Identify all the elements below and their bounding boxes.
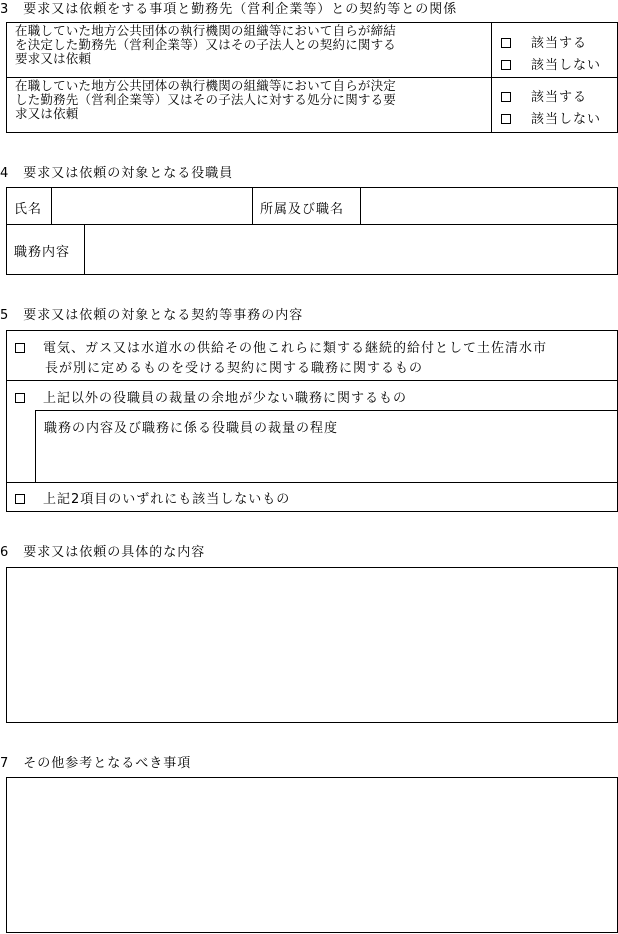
section3-col-divider bbox=[491, 22, 492, 133]
checkbox[interactable] bbox=[501, 114, 511, 124]
name-field[interactable] bbox=[52, 188, 251, 223]
section6-field[interactable] bbox=[6, 567, 618, 723]
section4-heading: 4 要求又は依頼の対象となる役職員 bbox=[0, 166, 234, 181]
section3-row1-no-option[interactable]: 該当しない bbox=[501, 54, 601, 73]
dept-title-field[interactable] bbox=[361, 188, 617, 223]
duty-label: 職務内容 bbox=[14, 245, 71, 260]
section3-heading: 3 要求又は依頼をする事項と勤務先（営利企業等）との契約等との関係 bbox=[0, 2, 458, 17]
section3-row2-no-option[interactable]: 該当しない bbox=[501, 108, 601, 127]
section5-divider1 bbox=[6, 380, 618, 381]
section3-row1-text: 在職していた地方公共団体の執行機関の組織等において自らが締結 を決定した勤務先（営利企業等）又はその子法人との契約に関する 要求又は依頼 bbox=[15, 23, 397, 66]
section7-heading: 7 その他参考となるべき事項 bbox=[0, 756, 192, 771]
section5-item3[interactable]: 上記2項目のいずれにも該当しないもの bbox=[15, 488, 290, 507]
section5-item1[interactable]: 電気、ガス又は水道水の供給その他これらに類する継続的給付として土佐清水市 bbox=[15, 337, 547, 356]
section5-item2[interactable]: 上記以外の役職員の裁量の余地が少ない職務に関するもの bbox=[15, 387, 407, 406]
section5-heading: 5 要求又は依頼の対象となる契約等事務の内容 bbox=[0, 308, 304, 323]
section7-field[interactable] bbox=[6, 777, 618, 933]
checkbox[interactable] bbox=[501, 38, 511, 48]
duty-field[interactable] bbox=[85, 225, 617, 274]
section3-row1-yes-option[interactable]: 該当する bbox=[501, 32, 587, 51]
section3-row2-yes-option[interactable]: 該当する bbox=[501, 86, 587, 105]
section6-heading: 6 要求又は依頼の具体的な内容 bbox=[0, 545, 206, 560]
checkbox[interactable] bbox=[15, 343, 25, 353]
checkbox[interactable] bbox=[501, 92, 511, 102]
name-label: 氏名 bbox=[14, 202, 43, 217]
section5-item1-line2: 長が別に定めるものを受ける契約に関する職務に関するもの bbox=[45, 361, 424, 376]
section5-item2-sub-label: 職務の内容及び職務に係る役職員の裁量の程度 bbox=[44, 421, 339, 436]
section4-dept-col-divider1 bbox=[252, 187, 253, 224]
checkbox[interactable] bbox=[15, 494, 25, 504]
section3-row2-text: 在職していた地方公共団体の執行機関の組織等において自らが決定 した勤務先（営利企業等）又はその子法人に対する処分に関する要 求又は依頼 bbox=[15, 78, 397, 121]
checkbox[interactable] bbox=[15, 393, 25, 403]
checkbox[interactable] bbox=[501, 60, 511, 70]
dept-title-label: 所属及び職名 bbox=[260, 202, 345, 217]
